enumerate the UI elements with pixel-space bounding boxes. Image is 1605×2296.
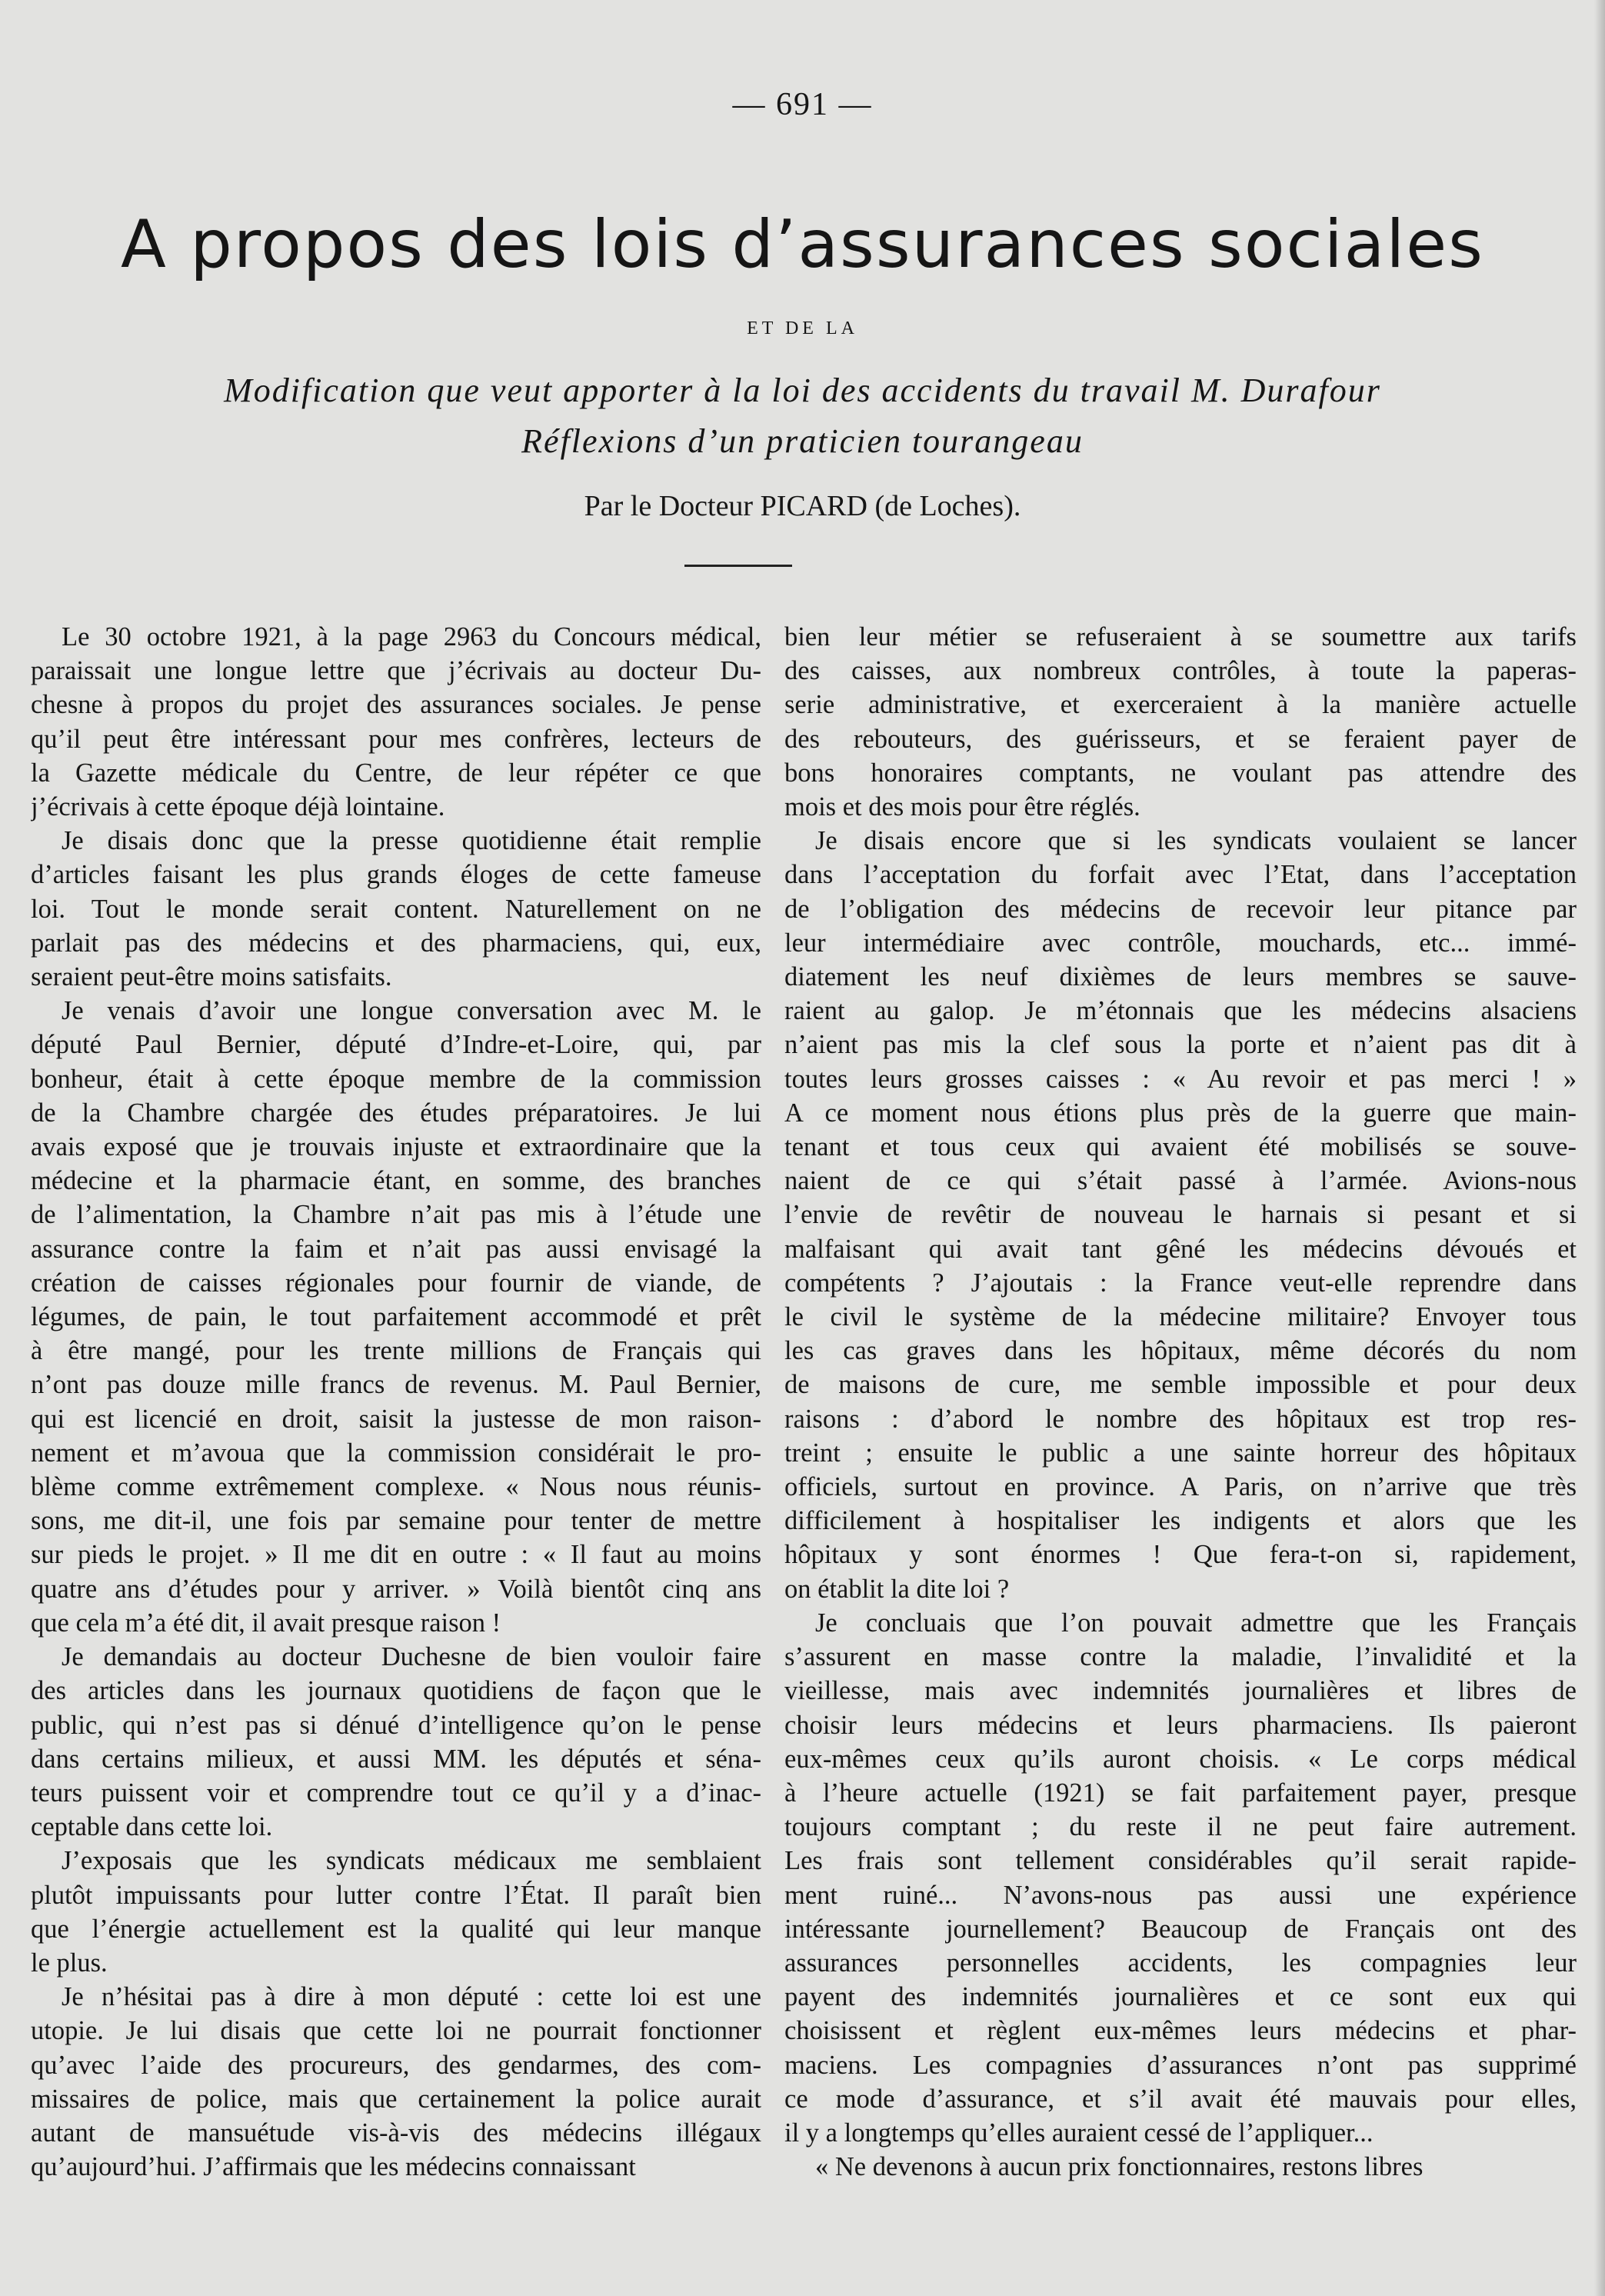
text-line: A ce moment nous étions plus près de la guerre que main-	[784, 1098, 1577, 1128]
right-text-column	[784, 620, 1577, 2220]
text-line: Je venais d’avoir une longue conversation avec M. le	[62, 996, 761, 1026]
text-line: avais exposé que je trouvais injuste et extraordinaire que la	[31, 1132, 761, 1162]
title-divider	[684, 565, 792, 567]
text-line: mois et des mois pour être réglés.	[784, 792, 1140, 822]
text-line: malfaisant qui avait tant gêné les médecins dévoués et	[784, 1234, 1577, 1264]
text-line: ce mode d’assurance, et s’il avait été mauvais pour elles,	[784, 2084, 1577, 2114]
text-line: légumes, de pain, le tout parfaitement accommodé et prêt	[31, 1302, 761, 1332]
text-line: à être mangé, pour les trente millions de Français qui	[31, 1336, 761, 1366]
text-line: Les frais sont tellement considérables qu’il serait rapide-	[784, 1846, 1577, 1876]
text-line: des rebouteurs, des guérisseurs, et se feraient payer de	[784, 724, 1577, 754]
article-title: A propos des lois d’assurances sociales	[121, 206, 1484, 283]
text-line: de maisons de cure, me semble impossible et pour deux	[784, 1370, 1577, 1400]
text-line: bien leur métier se refuseraient à se soumettre aux tarifs	[784, 622, 1577, 651]
text-line: il y a longtemps qu’elles auraient cessé de l’appliquer...	[784, 2118, 1374, 2148]
text-line: eux-mêmes ceux qu’ils auront choisis. « Le corps médical	[784, 1744, 1577, 1774]
text-line: plutôt impuissants pour lutter contre l’État. Il paraît bien	[31, 1880, 761, 1910]
text-line: Le 30 octobre 1921, à la page 2963 du Concours médical,	[62, 622, 761, 651]
text-line: quatre ans d’études pour y arriver. » Voilà bientôt cinq ans	[31, 1574, 761, 1604]
text-line: teurs puissent voir et comprendre tout ce qu’il y a d’inac-	[31, 1778, 761, 1808]
text-line: Je demandais au docteur Duchesne de bien vouloir faire	[62, 1642, 761, 1672]
text-line: qui est licencié en droit, saisit la justesse de mon raison-	[31, 1404, 761, 1434]
text-line: missaires de police, mais que certainement la police aurait	[31, 2084, 761, 2114]
text-line: autant de mansuétude vis-à-vis des médecins illégaux	[31, 2118, 761, 2148]
text-line: toutes leurs grosses caisses : « Au revoir et pas merci ! »	[784, 1064, 1577, 1094]
text-line: compétents ? J’ajoutais : la France veut-elle reprendre dans	[784, 1268, 1577, 1298]
text-line: que cela m’a été dit, il avait presque raison !	[31, 1608, 501, 1638]
text-line: Je disais donc que la presse quotidienne était remplie	[62, 826, 761, 856]
text-line: officiels, surtout en province. A Paris, on n’arrive que très	[784, 1472, 1577, 1502]
title-connector: ET DE LA	[747, 318, 858, 338]
text-line: toujours comptant ; du reste il ne peut faire autrement.	[784, 1812, 1577, 1842]
text-line: qu’il peut être intéressant pour mes confrères, lecteurs de	[31, 724, 761, 754]
text-line: des articles dans les journaux quotidiens de façon que le	[31, 1676, 761, 1706]
text-line: nement et m’avoua que la commission considérait le pro-	[31, 1438, 761, 1468]
text-line: chesne à propos du projet des assurances sociales. Je pense	[31, 690, 761, 720]
text-line: le civil le système de la médecine militaire? Envoyer tous	[784, 1302, 1577, 1332]
text-line: dans certains milieux, et aussi MM. les députés et séna-	[31, 1744, 761, 1774]
text-line: serie administrative, et exerceraient à la manière actuelle	[784, 690, 1577, 720]
text-line: les cas graves dans les hôpitaux, même décorés du nom	[784, 1336, 1577, 1366]
text-line: leur intermédiaire avec contrôle, mouchards, etc... immé-	[784, 928, 1577, 958]
text-line: l’envie de revêtir de nouveau le harnais si pesant et si	[784, 1200, 1577, 1230]
text-line: blème comme extrêmement complexe. « Nous nous réunis-	[31, 1472, 761, 1502]
subtitle-line-1: Modification que veut apporter à la loi des accidents du travail M. Durafour	[224, 372, 1381, 409]
text-line: des caisses, aux nombreux contrôles, à toute la paperas-	[784, 656, 1577, 686]
text-line: intéressante journellement? Beaucoup de Français ont des	[784, 1914, 1577, 1944]
text-line: de l’alimentation, la Chambre n’ait pas mis à l’étude une	[31, 1200, 761, 1230]
text-line: raisons : d’abord le nombre des hôpitaux est trop res-	[784, 1404, 1577, 1434]
text-line: député Paul Bernier, député d’Indre-et-Loire, qui, par	[31, 1030, 761, 1060]
text-line: qu’aujourd’hui. J’affirmais que les médecins connaissant	[31, 2152, 636, 2182]
text-line: public, qui n’est pas si dénué d’intelligence qu’on le pense	[31, 1710, 761, 1740]
text-line: de la Chambre chargée des études préparatoires. Je lui	[31, 1098, 761, 1128]
scan-edge-shadow	[1594, 0, 1605, 2296]
text-line: j’écrivais à cette époque déjà lointaine.	[31, 792, 445, 822]
text-line: paraissait une longue lettre que j’écrivais au docteur Du-	[31, 656, 761, 686]
text-line: qu’avec l’aide des procureurs, des gendarmes, des com-	[31, 2050, 761, 2080]
text-line: J’exposais que les syndicats médicaux me semblaient	[62, 1846, 761, 1876]
text-line: loi. Tout le monde serait content. Naturellement on ne	[31, 894, 761, 924]
text-line: choisir leurs médecins et leurs pharmaciens. Ils paieront	[784, 1710, 1577, 1740]
text-line: raient au galop. Je m’étonnais que les médecins alsaciens	[784, 996, 1577, 1026]
text-line: la Gazette médicale du Centre, de leur répéter ce que	[31, 758, 761, 788]
subtitle-line-2: Réflexions d’un praticien tourangeau	[521, 422, 1084, 460]
text-line: treint ; ensuite le public a une sainte horreur des hôpitaux	[784, 1438, 1577, 1468]
text-line: difficilement à hospitaliser les indigents et alors que les	[784, 1506, 1577, 1536]
text-line: bons honoraires comptants, ne voulant pas attendre des	[784, 758, 1577, 788]
text-line: vieillesse, mais avec indemnités journalières et libres de	[784, 1676, 1577, 1706]
text-line: que l’énergie actuellement est la qualité qui leur manque	[31, 1914, 761, 1944]
text-line: assurance contre la faim et n’ait pas aussi envisagé la	[31, 1234, 761, 1264]
text-line: n’ont pas douze mille francs de revenus. M. Paul Bernier,	[31, 1370, 761, 1400]
text-line: ment ruiné... N’avons-nous pas aussi une expérience	[784, 1880, 1577, 1910]
text-line: choisissent et règlent eux-mêmes leurs médecins et phar-	[784, 2016, 1577, 2046]
text-line: utopie. Je lui disais que cette loi ne pourrait fonctionner	[31, 2016, 761, 2046]
text-line: « Ne devenons à aucun prix fonctionnaires, restons libres	[815, 2152, 1424, 2182]
page-number: — 691 —	[732, 87, 873, 122]
text-line: maciens. Les compagnies d’assurances n’ont pas supprimé	[784, 2050, 1577, 2080]
text-line: s’assurent en masse contre la maladie, l’invalidité et la	[784, 1642, 1577, 1672]
text-line: on établit la dite loi ?	[784, 1574, 1010, 1604]
text-line: payent des indemnités journalières et ce sont eux qui	[784, 1982, 1577, 2012]
text-line: naient de ce qui s’était passé à l’armée. Avions-nous	[784, 1166, 1577, 1196]
text-line: Je n’hésitai pas à dire à mon député : cette loi est une	[62, 1982, 761, 2012]
text-line: diatement les neuf dixièmes de leurs membres se sauve-	[784, 962, 1577, 992]
text-line: sons, me dit-il, une fois par semaine pour tenter de mettre	[31, 1506, 761, 1536]
text-line: le plus.	[31, 1948, 108, 1978]
text-line: d’articles faisant les plus grands éloges de cette fameuse	[31, 860, 761, 890]
text-line: à l’heure actuelle (1921) se fait parfaitement payer, presque	[784, 1778, 1577, 1808]
text-line: Je disais encore que si les syndicats voulaient se lancer	[815, 826, 1577, 856]
author-byline: Par le Docteur PICARD (de Loches).	[584, 490, 1021, 522]
text-line: hôpitaux y sont énormes ! Que fera-t-on si, rapidement,	[784, 1540, 1577, 1570]
text-line: création de caisses régionales pour fournir de viande, de	[31, 1268, 761, 1298]
text-line: Je concluais que l’on pouvait admettre que les Français	[815, 1608, 1577, 1638]
text-line: assurances personnelles accidents, les compagnies leur	[784, 1948, 1577, 1978]
text-line: seraient peut-être moins satisfaits.	[31, 962, 392, 992]
text-line: n’aient pas mis la clef sous la porte et n’aient pas dit à	[784, 1030, 1577, 1060]
text-line: médecine et la pharmacie étant, en somme, des branches	[31, 1166, 761, 1196]
text-line: de l’obligation des médecins de recevoir leur pitance par	[784, 894, 1577, 924]
text-line: ceptable dans cette loi.	[31, 1812, 273, 1842]
text-line: dans l’acceptation du forfait avec l’Etat, dans l’acceptation	[784, 860, 1577, 890]
text-line: parlait pas des médecins et des pharmaciens, qui, eux,	[31, 928, 761, 958]
text-line: tenant et tous ceux qui avaient été mobilisés se souve-	[784, 1132, 1577, 1162]
text-line: bonheur, était à cette époque membre de la commission	[31, 1064, 761, 1094]
text-line: sur pieds le projet. » Il me dit en outre : « Il faut au moins	[31, 1540, 761, 1570]
left-text-column	[31, 620, 761, 2220]
